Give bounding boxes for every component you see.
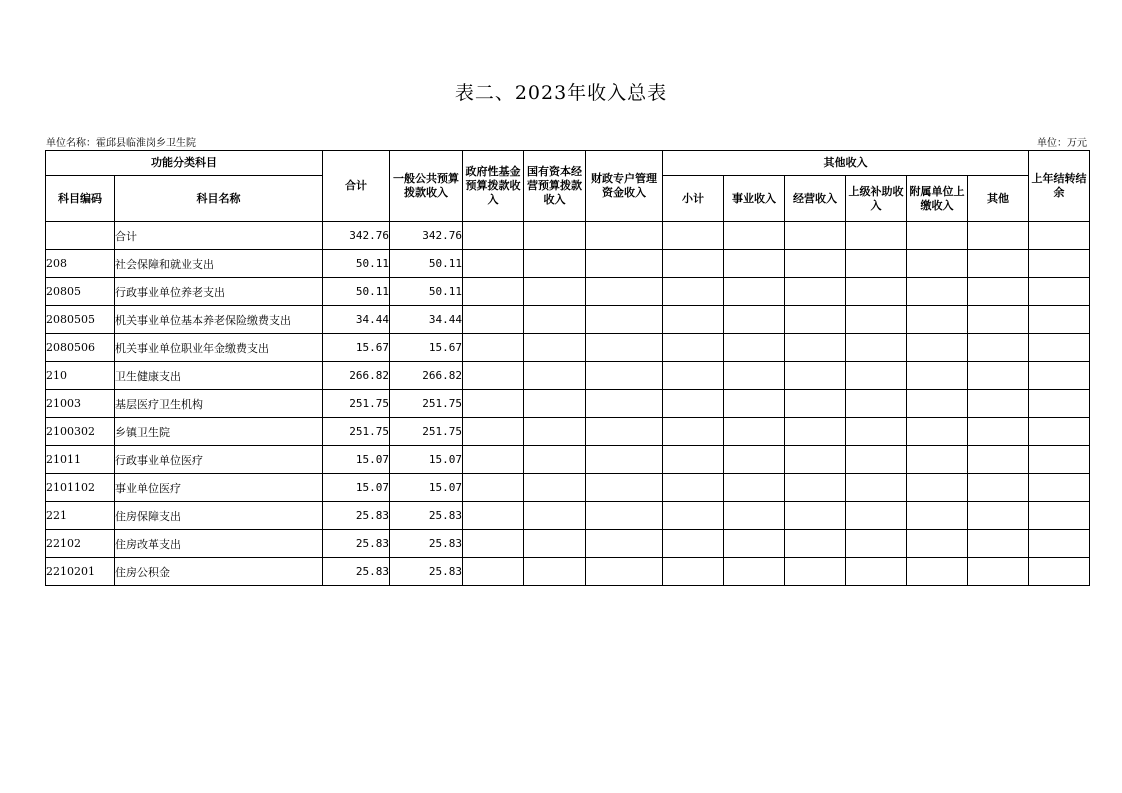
- empty-cell: [586, 222, 663, 250]
- currency-unit-label: 单位：万元: [1037, 138, 1087, 149]
- header-business: 事业收入: [724, 176, 785, 222]
- empty-cell: [663, 502, 724, 530]
- row-general-budget: 25.83: [390, 558, 463, 586]
- empty-cell: [586, 530, 663, 558]
- row-general-budget: 50.11: [390, 278, 463, 306]
- row-name: 乡镇卫生院: [115, 418, 323, 446]
- empty-cell: [846, 250, 907, 278]
- empty-cell: [724, 250, 785, 278]
- header-affiliated: 附属单位上缴收入: [907, 176, 968, 222]
- row-name: 基层医疗卫生机构: [115, 390, 323, 418]
- row-general-budget: 15.07: [390, 446, 463, 474]
- empty-cell: [968, 278, 1029, 306]
- empty-cell: [663, 250, 724, 278]
- empty-cell: [663, 558, 724, 586]
- empty-cell: [663, 278, 724, 306]
- row-name: 社会保障和就业支出: [115, 250, 323, 278]
- empty-cell: [846, 558, 907, 586]
- empty-cell: [663, 474, 724, 502]
- empty-cell: [785, 222, 846, 250]
- row-code: 221: [46, 502, 115, 530]
- header-other-group: 其他收入: [663, 151, 1029, 176]
- row-general-budget: 15.07: [390, 474, 463, 502]
- empty-cell: [524, 530, 586, 558]
- row-name: 事业单位医疗: [115, 474, 323, 502]
- row-name: 住房公积金: [115, 558, 323, 586]
- empty-cell: [463, 418, 524, 446]
- empty-cell: [968, 250, 1029, 278]
- empty-cell: [524, 306, 586, 334]
- empty-cell: [907, 278, 968, 306]
- table-row: [46, 362, 1090, 390]
- empty-cell: [724, 446, 785, 474]
- empty-cell: [907, 390, 968, 418]
- row-code: 20805: [46, 278, 115, 306]
- empty-cell: [724, 222, 785, 250]
- empty-cell: [907, 558, 968, 586]
- empty-cell: [586, 306, 663, 334]
- row-total: 34.44: [323, 306, 390, 334]
- header-func-group: 功能分类科目: [46, 151, 323, 176]
- empty-cell: [724, 418, 785, 446]
- empty-cell: [785, 390, 846, 418]
- row-name: 行政事业单位医疗: [115, 446, 323, 474]
- row-total: 25.83: [323, 530, 390, 558]
- empty-cell: [724, 390, 785, 418]
- row-code: 21011: [46, 446, 115, 474]
- row-name: 机关事业单位职业年金缴费支出: [115, 334, 323, 362]
- empty-cell: [968, 558, 1029, 586]
- empty-cell: [846, 306, 907, 334]
- empty-cell: [1029, 530, 1090, 558]
- row-total: 251.75: [323, 390, 390, 418]
- empty-cell: [724, 558, 785, 586]
- row-general-budget: 251.75: [390, 418, 463, 446]
- row-total: 50.11: [323, 250, 390, 278]
- empty-cell: [724, 334, 785, 362]
- empty-cell: [463, 222, 524, 250]
- empty-cell: [785, 418, 846, 446]
- header-gov-fund: 政府性基金预算拨款收入: [463, 151, 524, 222]
- empty-cell: [524, 446, 586, 474]
- unit-name-label: 单位名称：霍邱县临淮岗乡卫生院: [46, 138, 196, 149]
- table-row: [46, 278, 1090, 306]
- empty-cell: [846, 530, 907, 558]
- row-total: 342.76: [323, 222, 390, 250]
- empty-cell: [663, 222, 724, 250]
- empty-cell: [968, 362, 1029, 390]
- table-row: [46, 558, 1090, 586]
- empty-cell: [907, 362, 968, 390]
- row-general-budget: 266.82: [390, 362, 463, 390]
- empty-cell: [586, 362, 663, 390]
- empty-cell: [463, 390, 524, 418]
- row-total: 266.82: [323, 362, 390, 390]
- empty-cell: [968, 306, 1029, 334]
- empty-cell: [907, 502, 968, 530]
- empty-cell: [907, 418, 968, 446]
- row-code: 2101102: [46, 474, 115, 502]
- empty-cell: [663, 530, 724, 558]
- empty-cell: [663, 390, 724, 418]
- header-subtotal: 小计: [663, 176, 724, 222]
- empty-cell: [586, 390, 663, 418]
- table-row: [46, 222, 1090, 250]
- empty-cell: [463, 334, 524, 362]
- empty-cell: [524, 334, 586, 362]
- row-code: [46, 222, 115, 250]
- empty-cell: [586, 474, 663, 502]
- header-state-capital: 国有资本经营预算拨款收入: [524, 151, 586, 222]
- empty-cell: [586, 334, 663, 362]
- row-code: 21003: [46, 390, 115, 418]
- empty-cell: [524, 502, 586, 530]
- header-other: 其他: [968, 176, 1029, 222]
- row-total: 15.07: [323, 474, 390, 502]
- row-general-budget: 25.83: [390, 502, 463, 530]
- table-row: [46, 446, 1090, 474]
- empty-cell: [846, 222, 907, 250]
- empty-cell: [1029, 502, 1090, 530]
- empty-cell: [586, 558, 663, 586]
- row-general-budget: 15.67: [390, 334, 463, 362]
- row-general-budget: 251.75: [390, 390, 463, 418]
- empty-cell: [724, 530, 785, 558]
- empty-cell: [907, 530, 968, 558]
- row-total: 15.67: [323, 334, 390, 362]
- empty-cell: [968, 334, 1029, 362]
- empty-cell: [785, 334, 846, 362]
- empty-cell: [968, 418, 1029, 446]
- empty-cell: [907, 446, 968, 474]
- empty-cell: [1029, 474, 1090, 502]
- row-total: 251.75: [323, 418, 390, 446]
- empty-cell: [463, 250, 524, 278]
- empty-cell: [524, 558, 586, 586]
- header-general-budget: 一般公共预算拨款收入: [390, 151, 463, 222]
- row-code: 208: [46, 250, 115, 278]
- row-code: 22102: [46, 530, 115, 558]
- row-general-budget: 50.11: [390, 250, 463, 278]
- table-row: [46, 502, 1090, 530]
- empty-cell: [1029, 250, 1090, 278]
- empty-cell: [586, 250, 663, 278]
- table-row: [46, 306, 1090, 334]
- empty-cell: [724, 502, 785, 530]
- header-code: 科目编码: [46, 176, 115, 222]
- empty-cell: [846, 362, 907, 390]
- empty-cell: [785, 362, 846, 390]
- empty-cell: [463, 530, 524, 558]
- empty-cell: [1029, 306, 1090, 334]
- row-general-budget: 34.44: [390, 306, 463, 334]
- empty-cell: [846, 418, 907, 446]
- empty-cell: [846, 278, 907, 306]
- empty-cell: [463, 306, 524, 334]
- row-code: 2080505: [46, 306, 115, 334]
- empty-cell: [907, 474, 968, 502]
- empty-cell: [586, 446, 663, 474]
- row-name: 卫生健康支出: [115, 362, 323, 390]
- empty-cell: [524, 222, 586, 250]
- empty-cell: [968, 222, 1029, 250]
- row-name: 行政事业单位养老支出: [115, 278, 323, 306]
- header-total: 合计: [323, 151, 390, 222]
- row-code: 2210201: [46, 558, 115, 586]
- table-row: [46, 250, 1090, 278]
- empty-cell: [785, 446, 846, 474]
- empty-cell: [463, 502, 524, 530]
- empty-cell: [1029, 222, 1090, 250]
- empty-cell: [1029, 334, 1090, 362]
- row-total: 15.07: [323, 446, 390, 474]
- empty-cell: [724, 306, 785, 334]
- empty-cell: [524, 390, 586, 418]
- row-name: 合计: [115, 222, 323, 250]
- empty-cell: [968, 390, 1029, 418]
- empty-cell: [463, 362, 524, 390]
- empty-cell: [968, 474, 1029, 502]
- empty-cell: [1029, 558, 1090, 586]
- row-total: 50.11: [323, 278, 390, 306]
- empty-cell: [907, 250, 968, 278]
- empty-cell: [846, 390, 907, 418]
- page-title: 表二、2023年收入总表: [454, 82, 668, 104]
- empty-cell: [785, 558, 846, 586]
- empty-cell: [663, 334, 724, 362]
- row-code: 2080506: [46, 334, 115, 362]
- empty-cell: [907, 306, 968, 334]
- empty-cell: [586, 502, 663, 530]
- row-total: 25.83: [323, 502, 390, 530]
- empty-cell: [524, 362, 586, 390]
- empty-cell: [907, 334, 968, 362]
- empty-cell: [463, 446, 524, 474]
- table-row: [46, 530, 1090, 558]
- empty-cell: [968, 446, 1029, 474]
- header-carryover: 上年结转结余: [1029, 151, 1090, 222]
- empty-cell: [1029, 418, 1090, 446]
- empty-cell: [846, 334, 907, 362]
- table-row: [46, 334, 1090, 362]
- empty-cell: [524, 278, 586, 306]
- empty-cell: [785, 502, 846, 530]
- empty-cell: [846, 502, 907, 530]
- empty-cell: [586, 418, 663, 446]
- empty-cell: [846, 446, 907, 474]
- empty-cell: [663, 418, 724, 446]
- table-row: [46, 418, 1090, 446]
- row-general-budget: 342.76: [390, 222, 463, 250]
- empty-cell: [785, 278, 846, 306]
- income-summary-table: [45, 150, 1090, 586]
- header-special-fund: 财政专户管理资金收入: [586, 151, 663, 222]
- empty-cell: [663, 306, 724, 334]
- empty-cell: [586, 278, 663, 306]
- empty-cell: [1029, 446, 1090, 474]
- row-name: 住房改革支出: [115, 530, 323, 558]
- empty-cell: [663, 446, 724, 474]
- row-code: 2100302: [46, 418, 115, 446]
- empty-cell: [724, 362, 785, 390]
- empty-cell: [785, 306, 846, 334]
- empty-cell: [785, 474, 846, 502]
- header-name: 科目名称: [115, 176, 323, 222]
- row-name: 机关事业单位基本养老保险缴费支出: [115, 306, 323, 334]
- empty-cell: [524, 250, 586, 278]
- empty-cell: [1029, 390, 1090, 418]
- empty-cell: [724, 278, 785, 306]
- empty-cell: [1029, 278, 1090, 306]
- row-name: 住房保障支出: [115, 502, 323, 530]
- empty-cell: [663, 362, 724, 390]
- table-row: [46, 474, 1090, 502]
- empty-cell: [968, 530, 1029, 558]
- table-row: [46, 390, 1090, 418]
- empty-cell: [724, 474, 785, 502]
- empty-cell: [846, 474, 907, 502]
- header-operating: 经营收入: [785, 176, 846, 222]
- row-general-budget: 25.83: [390, 530, 463, 558]
- empty-cell: [1029, 362, 1090, 390]
- empty-cell: [463, 278, 524, 306]
- row-total: 25.83: [323, 558, 390, 586]
- row-code: 210: [46, 362, 115, 390]
- empty-cell: [524, 474, 586, 502]
- empty-cell: [907, 222, 968, 250]
- empty-cell: [524, 418, 586, 446]
- empty-cell: [785, 530, 846, 558]
- empty-cell: [785, 250, 846, 278]
- empty-cell: [463, 558, 524, 586]
- empty-cell: [463, 474, 524, 502]
- header-subsidy: 上级补助收入: [846, 176, 907, 222]
- empty-cell: [968, 502, 1029, 530]
